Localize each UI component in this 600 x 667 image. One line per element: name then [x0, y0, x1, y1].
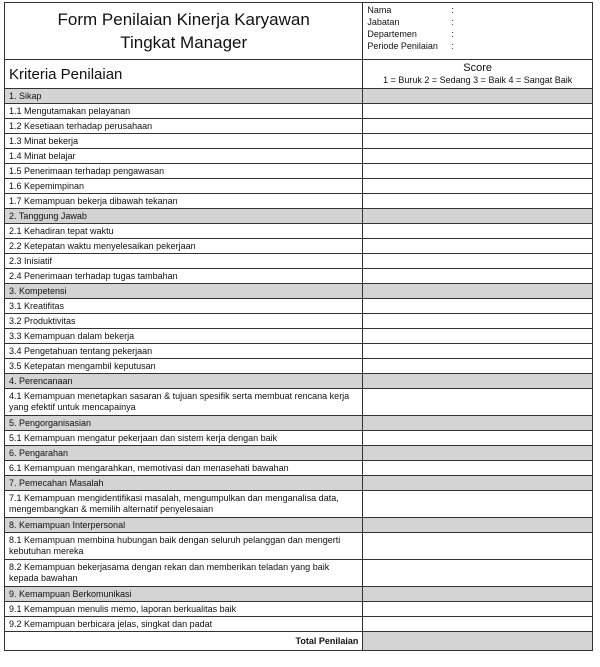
score-input-cell[interactable] [363, 617, 593, 632]
section-label: 3. Kompetensi [5, 284, 363, 299]
section-score-cell [363, 416, 593, 431]
criteria-label: 3.1 Kreatifitas [5, 299, 363, 314]
section-score-cell [363, 89, 593, 104]
section-label: 2. Tanggung Jawab [5, 209, 363, 224]
section-label: 7. Pemecahan Masalah [5, 476, 363, 491]
info-label: Departemen [367, 29, 417, 39]
criteria-row [5, 602, 593, 617]
score-input-cell[interactable] [363, 431, 593, 446]
score-input-cell[interactable] [363, 299, 593, 314]
form-title-line2: Tingkat Manager [120, 33, 248, 52]
employee-info-cell [363, 3, 593, 60]
criteria-row [5, 224, 593, 239]
criteria-row [5, 194, 593, 209]
criteria-row [5, 533, 593, 560]
score-header-cell [363, 60, 593, 89]
criteria-label: 1.7 Kemampuan bekerja dibawah tekanan [5, 194, 363, 209]
criteria-row [5, 329, 593, 344]
header-row [5, 3, 593, 60]
criteria-row [5, 149, 593, 164]
section-label: 5. Pengorganisasian [5, 416, 363, 431]
criteria-label: 2.3 Inisiatif [5, 254, 363, 269]
info-label: Jabatan [367, 17, 400, 27]
criteria-row [5, 104, 593, 119]
section-score-cell [363, 587, 593, 602]
score-input-cell[interactable] [363, 104, 593, 119]
score-input-cell[interactable] [363, 329, 593, 344]
criteria-row [5, 164, 593, 179]
criteria-row [5, 314, 593, 329]
criteria-row [5, 617, 593, 632]
criteria-label: 5.1 Kemampuan mengatur pekerjaan dan sistem kerja dengan baik [5, 431, 363, 446]
total-row [5, 632, 593, 651]
criteria-label: 3.3 Kemampuan dalam bekerja [5, 329, 363, 344]
section-label: 1. Sikap [5, 89, 363, 104]
score-input-cell[interactable] [363, 134, 593, 149]
score-scale: 1 = Buruk 2 = Sedang 3 = Baik 4 = Sangat Baik [383, 75, 573, 85]
column-header-row [5, 60, 593, 89]
section-score-cell [363, 374, 593, 389]
section-score-cell [363, 518, 593, 533]
score-input-cell[interactable] [363, 389, 593, 416]
score-input-cell[interactable] [363, 344, 593, 359]
section-row [5, 284, 593, 299]
section-row [5, 89, 593, 104]
criteria-row [5, 299, 593, 314]
score-input-cell[interactable] [363, 164, 593, 179]
section-row [5, 416, 593, 431]
criteria-label: 1.3 Minat bekerja [5, 134, 363, 149]
criteria-row [5, 431, 593, 446]
criteria-label: 8.2 Kemampuan bekerjasama dengan rekan dan memberikan teladan yang baik kepada bawahan [5, 560, 363, 587]
criteria-label: 3.4 Pengetahuan tentang pekerjaan [5, 344, 363, 359]
evaluation-form-table [4, 2, 593, 651]
criteria-label: 2.1 Kehadiran tepat waktu [5, 224, 363, 239]
criteria-label: 2.4 Penerimaan terhadap tugas tambahan [5, 269, 363, 284]
score-input-cell[interactable] [363, 194, 593, 209]
info-colon: : [451, 5, 454, 15]
criteria-row [5, 239, 593, 254]
criteria-label: 4.1 Kemampuan menetapkan sasaran & tujuan spesifik serta membuat rencana kerja yang efektif untuk mencapainya [5, 389, 363, 416]
score-input-cell[interactable] [363, 560, 593, 587]
criteria-row [5, 134, 593, 149]
score-input-cell[interactable] [363, 239, 593, 254]
criteria-label: 9.2 Kemampuan berbicara jelas, singkat dan padat [5, 617, 363, 632]
criteria-row [5, 461, 593, 476]
section-score-cell [363, 476, 593, 491]
criteria-row [5, 359, 593, 374]
criteria-label: 1.5 Penerimaan terhadap pengawasan [5, 164, 363, 179]
section-row [5, 518, 593, 533]
criteria-label: 7.1 Kemampuan mengidentifikasi masalah, mengumpulkan dan menganalisa data, mengembangkan & memilih alternatif penyelesaian [5, 491, 363, 518]
score-input-cell[interactable] [363, 179, 593, 194]
criteria-row [5, 491, 593, 518]
score-input-cell[interactable] [363, 269, 593, 284]
info-row-jabatan[interactable] [367, 16, 588, 28]
info-colon: : [451, 17, 454, 27]
form-title-cell [5, 3, 363, 60]
section-label: 9. Kemampuan Berkomunikasi [5, 587, 363, 602]
criteria-label: 1.2 Kesetiaan terhadap perusahaan [5, 119, 363, 134]
section-score-cell [363, 284, 593, 299]
info-label: Periode Penilaian [367, 41, 438, 51]
criteria-row [5, 119, 593, 134]
score-input-cell[interactable] [363, 254, 593, 269]
criteria-label: 3.5 Ketepatan mengambil keputusan [5, 359, 363, 374]
criteria-row [5, 269, 593, 284]
section-row [5, 587, 593, 602]
criteria-row [5, 179, 593, 194]
info-row-nama[interactable] [367, 4, 588, 16]
score-input-cell[interactable] [363, 461, 593, 476]
criteria-label: 2.2 Ketepatan waktu menyelesaikan pekerjaan [5, 239, 363, 254]
criteria-row [5, 560, 593, 587]
criteria-row [5, 344, 593, 359]
section-row [5, 374, 593, 389]
score-input-cell[interactable] [363, 491, 593, 518]
section-row [5, 446, 593, 461]
criteria-label: 1.4 Minat belajar [5, 149, 363, 164]
total-label: Total Penilaian [5, 632, 363, 651]
score-input-cell[interactable] [363, 119, 593, 134]
criteria-label: 6.1 Kemampuan mengarahkan, memotivasi dan menasehati bawahan [5, 461, 363, 476]
total-score-cell[interactable] [363, 632, 593, 651]
info-row-departemen[interactable] [367, 28, 588, 40]
section-label: 4. Perencanaan [5, 374, 363, 389]
score-input-cell[interactable] [363, 359, 593, 374]
criteria-label: 1.1 Mengutamakan pelayanan [5, 104, 363, 119]
form-title-line1: Form Penilaian Kinerja Karyawan [57, 10, 310, 29]
score-input-cell[interactable] [363, 149, 593, 164]
score-input-cell[interactable] [363, 602, 593, 617]
section-row [5, 209, 593, 224]
section-label: 6. Pengarahan [5, 446, 363, 461]
score-input-cell[interactable] [363, 533, 593, 560]
score-input-cell[interactable] [363, 314, 593, 329]
section-row [5, 476, 593, 491]
criteria-label: 9.1 Kemampuan menulis memo, laporan berkualitas baik [5, 602, 363, 617]
section-label: 8. Kemampuan Interpersonal [5, 518, 363, 533]
info-colon: : [451, 41, 454, 51]
info-row-periode-penilaian[interactable] [367, 40, 588, 52]
section-score-cell [363, 209, 593, 224]
criteria-label: 8.1 Kemampuan membina hubungan baik dengan seluruh pelanggan dan mengerti kebutuhan mereka [5, 533, 363, 560]
section-score-cell [363, 446, 593, 461]
criteria-row [5, 254, 593, 269]
criteria-label: 3.2 Produktivitas [5, 314, 363, 329]
info-label: Nama [367, 5, 392, 15]
evaluation-form-sheet [4, 2, 593, 651]
score-title: Score [463, 62, 493, 74]
info-colon: : [451, 29, 454, 39]
kriteria-header: Kriteria Penilaian [5, 60, 363, 89]
criteria-label: 1.6 Kepemimpinan [5, 179, 363, 194]
criteria-row [5, 389, 593, 416]
score-input-cell[interactable] [363, 224, 593, 239]
